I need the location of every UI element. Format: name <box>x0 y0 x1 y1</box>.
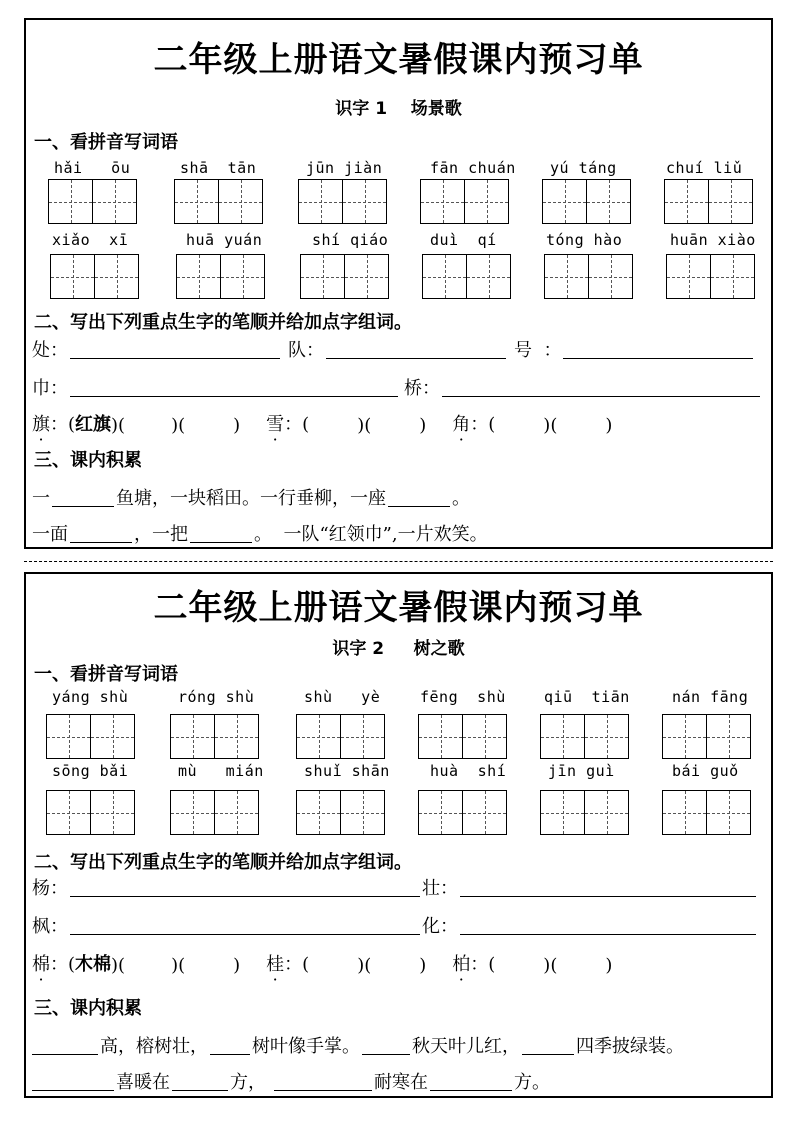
grid-cell[interactable] <box>298 179 343 224</box>
grid-cell[interactable] <box>463 714 507 759</box>
writing-grid[interactable] <box>540 714 629 759</box>
writing-grid[interactable] <box>662 714 751 759</box>
grid-cell[interactable] <box>215 790 259 835</box>
grid-cell[interactable] <box>707 790 751 835</box>
pinyin-label: sōng bǎi <box>52 762 129 780</box>
writing-grid[interactable] <box>170 790 259 835</box>
section-2-heading: 二、写出下列重点生字的笔顺并给加点字组词。 <box>34 312 412 333</box>
writing-grid[interactable] <box>48 179 137 224</box>
lesson-title: 识字 1 场景歌 <box>335 99 462 119</box>
accumulation-line: 一面 ，一把 。 一队“红领巾”,一片欢笑。 <box>32 524 488 545</box>
stroke-order-row <box>32 874 758 900</box>
accumulation-line: 高，榕树壮， 树叶像手掌。 秋天叶儿红， 四季披绿装。 <box>32 1032 684 1058</box>
answer-blank[interactable] <box>460 895 756 897</box>
pinyin-label: jūn jiàn <box>306 159 383 177</box>
pinyin-label: shù yè <box>304 688 381 706</box>
grid-cell[interactable] <box>542 179 587 224</box>
grid-cell[interactable] <box>540 714 585 759</box>
grid-cell[interactable] <box>666 254 711 299</box>
page-title: 二年级上册语文暑假课内预习单 <box>153 588 644 628</box>
dotted-char: 角 · <box>452 410 470 436</box>
answer-blank[interactable] <box>32 1053 98 1055</box>
grid-cell[interactable] <box>662 790 707 835</box>
grid-cell[interactable] <box>46 714 91 759</box>
grid-cell[interactable] <box>296 790 341 835</box>
grid-cell[interactable] <box>95 254 139 299</box>
grid-cell[interactable] <box>219 179 263 224</box>
pinyin-label: huā yuán <box>186 231 263 249</box>
pinyin-label: huān xiào <box>670 231 756 249</box>
word-building-row: 旗 · ：( 红旗 )( )( ) 雪 · ：( )( ) 角 · ：( )( ) <box>32 410 612 436</box>
answer-blank[interactable] <box>70 895 420 897</box>
grid-cell[interactable] <box>585 714 629 759</box>
writing-grid[interactable] <box>296 790 385 835</box>
grid-cell[interactable] <box>589 254 633 299</box>
pinyin-label: chuí liǔ <box>666 159 743 177</box>
grid-cell[interactable] <box>215 714 259 759</box>
grid-cell[interactable] <box>170 790 215 835</box>
pinyin-label: shuǐ shān <box>304 762 390 780</box>
dotted-char: 雪 · <box>266 410 284 436</box>
grid-cell[interactable] <box>221 254 265 299</box>
writing-grid[interactable] <box>420 179 509 224</box>
grid-cell[interactable] <box>296 714 341 759</box>
worksheet-1 <box>24 18 773 549</box>
pinyin-label: shí qiáo <box>312 231 389 249</box>
cut-line <box>24 561 773 562</box>
writing-grid[interactable] <box>298 179 387 224</box>
accumulation-line: 一 鱼塘，一块稻田。一行垂柳，一座 。 <box>32 488 470 509</box>
char-label: 枫： <box>32 916 68 937</box>
answer-blank[interactable] <box>362 1053 410 1055</box>
answer-blank[interactable] <box>326 357 506 359</box>
grid-cell[interactable] <box>585 790 629 835</box>
answer-blank[interactable] <box>70 395 398 397</box>
char-label: 化： <box>422 916 458 937</box>
writing-grid[interactable] <box>300 254 389 299</box>
answer-blank[interactable] <box>172 1089 228 1091</box>
grid-cell[interactable] <box>664 179 709 224</box>
pinyin-label: shā tān <box>180 159 257 177</box>
answer-blank[interactable] <box>52 505 114 507</box>
writing-grid[interactable] <box>662 790 751 835</box>
writing-grid[interactable] <box>666 254 755 299</box>
dotted-char: 旗 · <box>32 410 50 436</box>
grid-cell[interactable] <box>91 790 135 835</box>
pinyin-label: yú táng <box>550 159 617 177</box>
dotted-char: 桂 · <box>266 950 284 976</box>
writing-grid[interactable] <box>418 790 507 835</box>
answer-blank[interactable] <box>70 541 132 543</box>
section-1-heading: 一、看拼音写词语 <box>34 664 178 685</box>
char-label: 队： <box>288 340 324 361</box>
grid-cell[interactable] <box>341 714 385 759</box>
writing-grid[interactable] <box>542 179 631 224</box>
pinyin-label: xiǎo xī <box>52 231 129 249</box>
char-label: 巾： <box>32 378 68 399</box>
dotted-char: 棉 · <box>32 950 50 976</box>
writing-grid[interactable] <box>664 179 753 224</box>
grid-cell[interactable] <box>711 254 755 299</box>
writing-grid[interactable] <box>544 254 633 299</box>
char-label: 壮： <box>422 878 458 899</box>
section-3-heading: 三、课内积累 <box>34 450 142 471</box>
answer-blank[interactable] <box>522 1053 574 1055</box>
char-label: 桥： <box>404 378 440 399</box>
pinyin-label: fēng shù <box>420 688 506 706</box>
pinyin-label: huà shí <box>430 762 507 780</box>
pinyin-label: róng shù <box>178 688 255 706</box>
grid-cell[interactable] <box>422 254 467 299</box>
pinyin-label: jīn guì <box>548 762 615 780</box>
writing-grid[interactable] <box>174 179 263 224</box>
pinyin-label: duì qí <box>430 231 497 249</box>
page-title: 二年级上册语文暑假课内预习单 <box>153 40 644 80</box>
writing-grid[interactable] <box>170 714 259 759</box>
grid-cell[interactable] <box>420 179 465 224</box>
grid-cell[interactable] <box>341 790 385 835</box>
grid-cell[interactable] <box>418 714 463 759</box>
grid-cell[interactable] <box>176 254 221 299</box>
grid-cell[interactable] <box>707 714 751 759</box>
pinyin-label: tóng hào <box>546 231 623 249</box>
writing-grid[interactable] <box>46 790 135 835</box>
grid-cell[interactable] <box>463 790 507 835</box>
grid-cell[interactable] <box>465 179 509 224</box>
grid-cell[interactable] <box>48 179 93 224</box>
dotted-char: 柏 · <box>452 950 470 976</box>
grid-cell[interactable] <box>540 790 585 835</box>
grid-cell[interactable] <box>91 714 135 759</box>
char-label: 杨： <box>32 878 68 899</box>
char-label: 号 ： <box>514 340 562 361</box>
pinyin-label: nán fāng <box>672 688 749 706</box>
answer-blank[interactable] <box>70 933 420 935</box>
stroke-order-row <box>32 912 758 938</box>
answer-blank[interactable] <box>388 505 450 507</box>
accumulation-line: 喜暖在 方， 耐寒在 方。 <box>32 1068 550 1094</box>
worksheet-2 <box>24 572 773 1098</box>
answer-blank[interactable] <box>32 1089 114 1091</box>
pinyin-label: hǎi ōu <box>54 159 131 177</box>
grid-cell[interactable] <box>50 254 95 299</box>
lesson-title: 识字 2 树之歌 <box>332 639 465 659</box>
grid-cell[interactable] <box>46 790 91 835</box>
answer-blank[interactable] <box>190 541 252 543</box>
writing-grid[interactable] <box>418 714 507 759</box>
stroke-order-row <box>32 336 755 362</box>
answer-blank[interactable] <box>442 395 760 397</box>
grid-cell[interactable] <box>709 179 753 224</box>
answer-blank[interactable] <box>430 1089 512 1091</box>
stroke-order-row <box>32 374 762 400</box>
grid-cell[interactable] <box>418 790 463 835</box>
pinyin-label: qiū tiān <box>544 688 630 706</box>
grid-cell[interactable] <box>467 254 511 299</box>
grid-cell[interactable] <box>343 179 387 224</box>
writing-grid[interactable] <box>176 254 265 299</box>
answer-blank[interactable] <box>70 357 280 359</box>
answer-blank[interactable] <box>210 1053 250 1055</box>
example-word: 木棉 <box>75 954 112 975</box>
writing-grid[interactable] <box>50 254 139 299</box>
pinyin-label: yáng shù <box>52 688 129 706</box>
grid-cell[interactable] <box>170 714 215 759</box>
section-3-heading: 三、课内积累 <box>34 998 142 1019</box>
pinyin-label: bái guǒ <box>672 762 739 780</box>
section-2-heading: 二、写出下列重点生字的笔顺并给加点字组词。 <box>34 852 412 873</box>
grid-cell[interactable] <box>93 179 137 224</box>
answer-blank[interactable] <box>460 933 756 935</box>
grid-cell[interactable] <box>300 254 345 299</box>
section-1-heading: 一、看拼音写词语 <box>34 132 178 153</box>
grid-cell[interactable] <box>544 254 589 299</box>
grid-cell[interactable] <box>662 714 707 759</box>
grid-cell[interactable] <box>174 179 219 224</box>
word-building-row: 棉 · ：( 木棉 )( )( ) 桂 · ：( )( ) 柏 · ：( )( ) <box>32 950 612 976</box>
pinyin-label: mù mián <box>178 762 264 780</box>
answer-blank[interactable] <box>563 357 753 359</box>
answer-blank[interactable] <box>274 1089 372 1091</box>
pinyin-label: fān chuán <box>430 159 516 177</box>
writing-grid[interactable] <box>540 790 629 835</box>
char-label: 处： <box>32 340 68 361</box>
writing-grid[interactable] <box>296 714 385 759</box>
example-word: 红旗 <box>75 414 112 435</box>
writing-grid[interactable] <box>46 714 135 759</box>
grid-cell[interactable] <box>587 179 631 224</box>
writing-grid[interactable] <box>422 254 511 299</box>
grid-cell[interactable] <box>345 254 389 299</box>
